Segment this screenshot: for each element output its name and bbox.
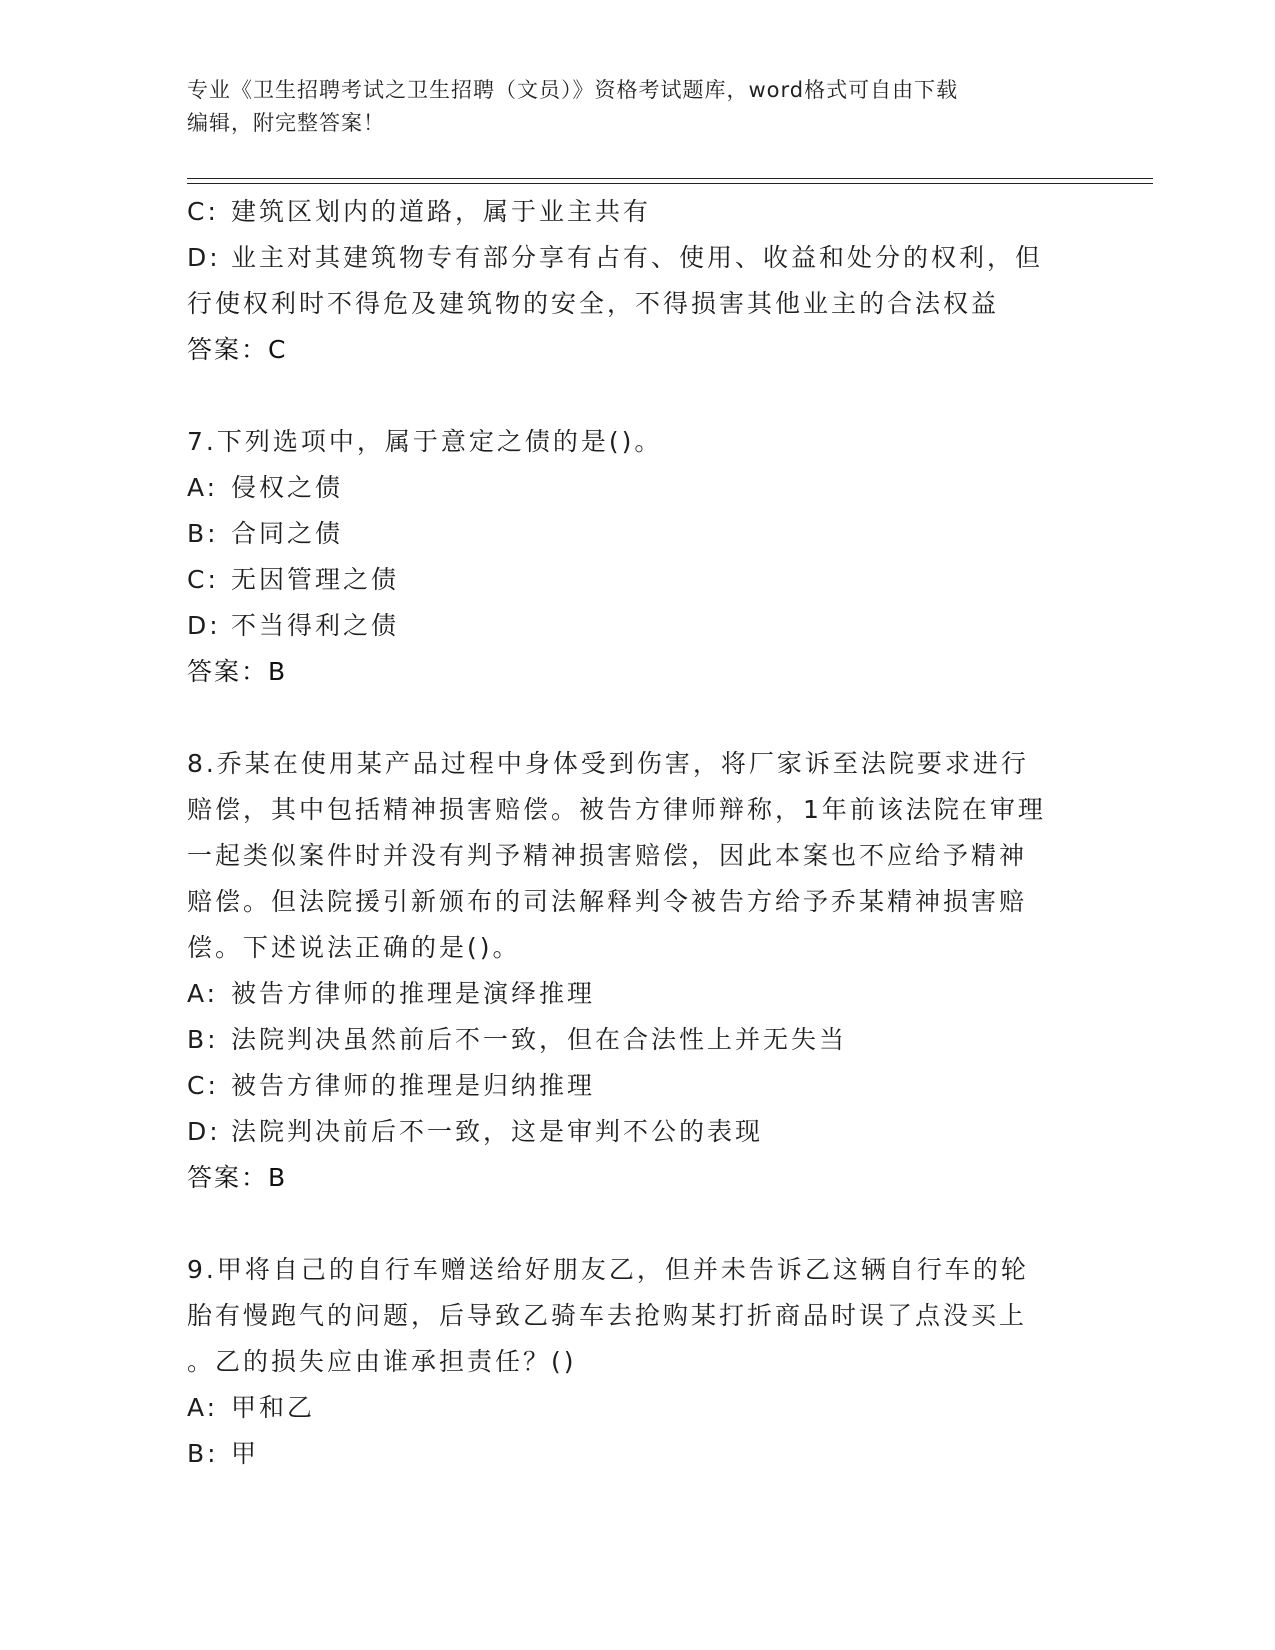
question-8 xyxy=(187,741,1087,1201)
option-key: A: xyxy=(187,1393,219,1422)
option-key: D: xyxy=(187,1117,221,1146)
option-d xyxy=(187,1109,1087,1155)
option-key: A: xyxy=(187,473,219,502)
option-b xyxy=(187,1431,1087,1477)
page-header xyxy=(187,74,1087,140)
option-key: B: xyxy=(187,519,219,548)
option-text: 被告方律师的推理是归纳推理 xyxy=(231,1071,596,1100)
option-c xyxy=(187,189,1087,235)
question-text-line: 9.甲将自己的自行车赠送给好朋友乙，但并未告诉乙这辆自行车的轮 xyxy=(187,1255,1029,1284)
option-key: B: xyxy=(187,1439,219,1468)
question-text-line: 偿。下述说法正确的是()。 xyxy=(187,933,521,962)
answer-line: 答案：B xyxy=(187,657,288,686)
option-d-continuation: 行使权利时不得危及建筑物的安全，不得损害其他业主的合法权益 xyxy=(187,289,1000,318)
option-key: D: xyxy=(187,611,221,640)
option-key: C: xyxy=(187,1071,219,1100)
continued-question xyxy=(187,189,1087,373)
option-text: 甲 xyxy=(231,1439,260,1468)
answer-line: 答案：C xyxy=(187,335,288,364)
header-line-2: 编辑，附完整答案！ xyxy=(187,111,385,135)
option-text: 被告方律师的推理是演绎推理 xyxy=(231,979,596,1008)
option-c xyxy=(187,557,1087,603)
question-text-line: 。乙的损失应由谁承担责任？() xyxy=(187,1347,577,1376)
option-b xyxy=(187,511,1087,557)
option-key: B: xyxy=(187,1025,219,1054)
option-text: 合同之债 xyxy=(231,519,344,548)
option-text: 甲和乙 xyxy=(231,1393,316,1422)
answer-line: 答案：B xyxy=(187,1163,288,1192)
option-a xyxy=(187,971,1087,1017)
option-c xyxy=(187,1063,1087,1109)
option-a xyxy=(187,465,1087,511)
option-text: 建筑区划内的道路，属于业主共有 xyxy=(231,197,652,226)
option-key: A: xyxy=(187,979,219,1008)
spacer xyxy=(187,1201,1087,1247)
question-text-line: 8.乔某在使用某产品过程中身体受到伤害，将厂家诉至法院要求进行 xyxy=(187,749,1029,778)
question-text-line: 赔偿。但法院援引新颁布的司法解释判令被告方给予乔某精神损害赔 xyxy=(187,887,1028,916)
header-divider xyxy=(187,178,1153,184)
question-text-line: 赔偿，其中包括精神损害赔偿。被告方律师辩称，1年前该法院在审理 xyxy=(187,795,1046,824)
question-9 xyxy=(187,1247,1087,1477)
option-text: 法院判决前后不一致，这是审判不公的表现 xyxy=(231,1117,764,1146)
option-b xyxy=(187,1017,1087,1063)
option-text: 侵权之债 xyxy=(231,473,344,502)
option-a xyxy=(187,1385,1087,1431)
question-content xyxy=(187,189,1087,1477)
option-d xyxy=(187,235,1087,281)
question-text-line: 一起类似案件时并没有判予精神损害赔偿，因此本案也不应给予精神 xyxy=(187,841,1028,870)
option-text: 业主对其建筑物专有部分享有占有、使用、收益和处分的权利，但 xyxy=(231,243,1044,272)
option-key: C: xyxy=(187,565,219,594)
spacer xyxy=(187,695,1087,741)
option-text: 法院判决虽然前后不一致，但在合法性上并无失当 xyxy=(231,1025,848,1054)
header-line-1: 专业《卫生招聘考试之卫生招聘（文员）》资格考试题库，word格式可自由下载 xyxy=(187,78,959,102)
question-text: 7.下列选项中，属于意定之债的是()。 xyxy=(187,427,663,456)
question-text-line: 胎有慢跑气的问题，后导致乙骑车去抢购某打折商品时误了点没买上 xyxy=(187,1301,1028,1330)
spacer xyxy=(187,373,1087,419)
option-key: C: xyxy=(187,197,219,226)
option-text: 无因管理之债 xyxy=(231,565,400,594)
option-text: 不当得利之债 xyxy=(231,611,400,640)
question-7 xyxy=(187,419,1087,695)
option-key: D: xyxy=(187,243,221,272)
option-d xyxy=(187,603,1087,649)
